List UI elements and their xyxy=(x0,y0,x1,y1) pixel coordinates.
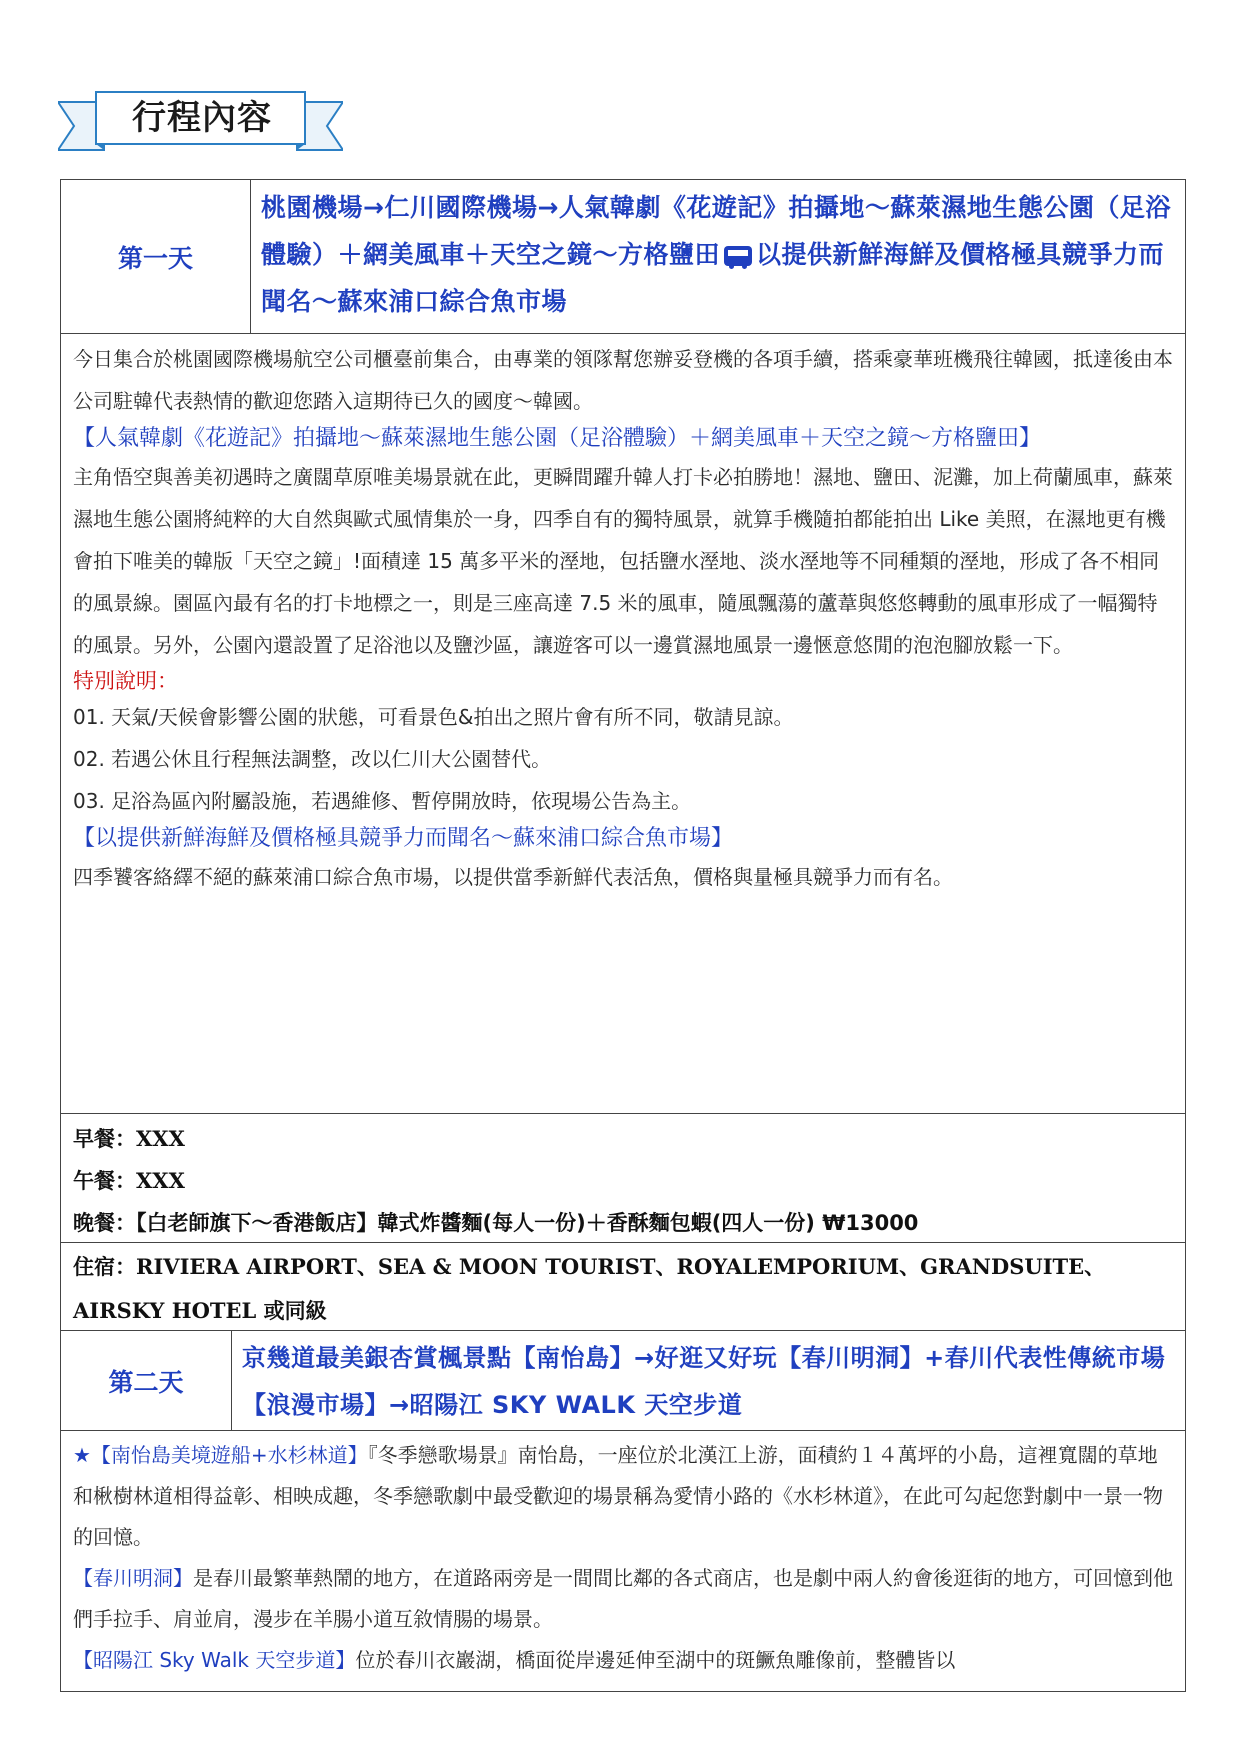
lunch-line xyxy=(73,1160,1175,1202)
breakfast-line xyxy=(73,1118,1175,1160)
day2-para2 xyxy=(73,1558,1175,1640)
day1-section1-title: 【人氣韓劇《花遊記》拍攝地～蘇萊濕地生態公園（足浴體驗）＋網美風車＋天空之鏡～方格鹽田】 xyxy=(73,426,1042,451)
lunch-label: 午餐： xyxy=(73,1169,136,1193)
day1-header-row xyxy=(61,180,1185,334)
lunch-value: XXX xyxy=(136,1168,185,1193)
day1-route-part-a: 桃園機場→仁川國際機場→人氣韓劇《花遊記》拍攝地～蘇萊濕地生態公園（足浴體驗）＋網美風車＋天空之鏡～方格鹽田 xyxy=(261,193,1171,269)
day1-section1-text: 主角悟空與善美初遇時之廣闊草原唯美場景就在此，更瞬間躍升韓人打卡必拍勝地！濕地、鹽田、泥灘，加上荷蘭風車，蘇萊濕地生態公園將純粹的大自然與歐式風情集於一身，四季自有的獨特風景，就算手機隨拍都能拍出 Like 美照，在濕地更有機會拍下唯美的韓版「天空之鏡」!面積達 15 萬多平米的溼地，包括鹽水溼地、淡水溼地等不同種類的溼地，形成了各不相同的風景線。園區內最有名的打卡地標之一，則是三座高達 7.5 米的風車，隨風飄蕩的蘆葦與悠悠轉動的風車形成了一幅獨特的風景。另外，公園內還設置了足浴池以及鹽沙區，讓遊客可以一邊賞濕地風景一邊愜意悠閒的泡泡腳放鬆一下。 xyxy=(73,465,1173,657)
bus-icon xyxy=(724,246,752,266)
day1-route-part-b: 以提供新鮮海鮮及價格極具競爭力而聞名～蘇來浦口綜合魚市場 xyxy=(261,240,1165,316)
day1-section2-title: 【以提供新鮮海鮮及價格極具競爭力而聞名～蘇來浦口綜合魚市場】 xyxy=(73,826,734,851)
special-note-item: 01. 天氣/天候會影響公園的狀態，可看景色&拍出之照片會有所不同，敬請見諒。 xyxy=(73,705,794,729)
day1-route xyxy=(251,180,1185,333)
breakfast-label: 早餐： xyxy=(73,1127,136,1151)
day1-meals xyxy=(61,1114,1185,1243)
page-title: 行程內容 xyxy=(132,98,272,138)
special-note-item: 03. 足浴為區內附屬設施，若遇維修、暫停開放時，依現場公告為主。 xyxy=(73,789,692,813)
title-banner xyxy=(58,88,343,156)
day2-para1-text: 『冬季戀歌場景』南怡島，一座位於北漢江上游，面積約１４萬坪的小島，這裡寬闊的草地和楸樹林道相得益彰、相映成趣，冬季戀歌劇中最受歡迎的場景稱為愛情小路的《水杉林道》，在此可勾起您對劇中一景一物的回憶。 xyxy=(73,1443,1163,1549)
day2-para2-head: 【春川明洞】 xyxy=(73,1566,193,1590)
itinerary-table xyxy=(60,179,1186,1692)
day1-label: 第一天 xyxy=(61,180,251,333)
day2-para3-head: 【昭陽江 Sky Walk 天空步道】 xyxy=(73,1648,356,1672)
dinner-line xyxy=(73,1202,1175,1244)
breakfast-value: XXX xyxy=(136,1126,185,1151)
dinner-value: 【白老師旗下～香港飯店】韓式炸醬麵(每人一份)＋香酥麵包蝦(四人一份) ₩13000 xyxy=(136,1211,919,1235)
day2-para3-text: 位於春川衣巖湖，橋面從岸邊延伸至湖中的斑鱖魚雕像前，整體皆以 xyxy=(355,1648,956,1672)
special-note-title: 特別說明： xyxy=(73,669,178,693)
day2-para1-head: ★【南怡島美境遊船+水杉林道】 xyxy=(73,1443,368,1467)
day1-section2-text: 四季饕客絡繹不絕的蘇萊浦口綜合魚市場，以提供當季新鮮代表活魚，價格與量極具競爭力而有名。 xyxy=(73,865,953,889)
day2-header-row xyxy=(61,1331,1185,1431)
day2-route: 京幾道最美銀杏賞楓景點【南怡島】→好逛又好玩【春川明洞】+春川代表性傳統市場【浪漫市場】→昭陽江 SKY WALK 天空步道 xyxy=(242,1344,1166,1419)
day2-para3 xyxy=(73,1640,1175,1681)
day2-para2-text: 是春川最繁華熱鬧的地方，在道路兩旁是一間間比鄰的各式商店，也是劇中兩人約會後逛街的地方，可回憶到他們手拉手、肩並肩，漫步在羊腸小道互敘情腸的場景。 xyxy=(73,1566,1173,1631)
dinner-label: 晚餐： xyxy=(73,1211,136,1235)
day1-hotel: 住宿：RIVIERA AIRPORT、SEA & MOON TOURIST、ROYALEMPORIUM、GRANDSUITE、AIRSKY HOTEL 或同級 xyxy=(61,1243,1185,1331)
special-note-item: 02. 若遇公休且行程無法調整，改以仁川大公園替代。 xyxy=(73,747,552,771)
day2-label: 第二天 xyxy=(61,1331,232,1430)
day2-para1 xyxy=(73,1435,1175,1558)
day2-description xyxy=(61,1431,1185,1691)
day1-intro: 今日集合於桃園國際機場航空公司櫃臺前集合，由專業的領隊幫您辦妥登機的各項手續，搭乘豪華班機飛往韓國，抵達後由本公司駐韓代表熱情的歡迎您踏入這期待已久的國度～韓國。 xyxy=(73,347,1173,413)
day1-description xyxy=(61,334,1185,1114)
